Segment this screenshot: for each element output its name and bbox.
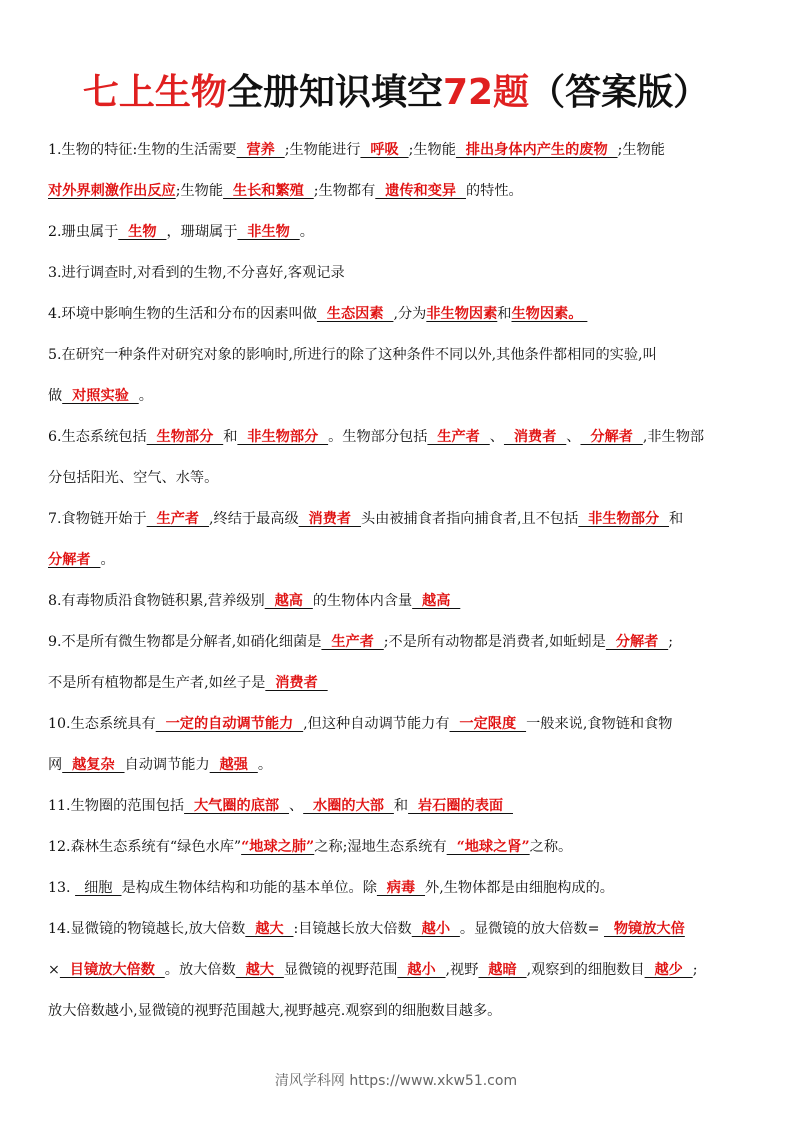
question-text: 1.生物的特征:生物的生活需要 <box>48 142 237 158</box>
worksheet-line <box>48 423 748 464</box>
answer-blank: 对照实验 <box>62 388 139 404</box>
question-text: 自动调节能力 <box>124 757 210 773</box>
answer-blank: 越大 <box>235 962 284 978</box>
worksheet-line <box>48 259 748 300</box>
answer-blank: 遗传和变异 <box>375 183 466 199</box>
worksheet-line <box>48 300 748 341</box>
question-text: 和 <box>497 306 512 322</box>
title-part-4: （答案版） <box>529 72 710 113</box>
answer-blank: 生产者 <box>146 511 209 527</box>
worksheet-line <box>48 628 748 669</box>
question-text: 9.不是所有微生物都是分解者,如硝化细菌是 <box>48 634 322 650</box>
question-text: 头由被捕食者指向捕食者,且不包括 <box>360 511 579 527</box>
question-text: ; <box>692 962 698 978</box>
title-part-3: 72题 <box>442 72 530 113</box>
question-text: 。 <box>299 224 314 240</box>
answer-blank: 生产者 <box>321 634 384 650</box>
answer-blank: 越复杂 <box>62 757 125 773</box>
answer-blank: 水圈的大部 <box>303 798 394 814</box>
question-text: 6.生态系统包括 <box>48 429 147 445</box>
question-text: 2.珊虫属于 <box>48 224 119 240</box>
answer-blank: 对外界刺激作出反应 <box>48 183 176 199</box>
answer-blank: 营养 <box>236 142 285 158</box>
question-text: ;生物能 <box>617 142 665 158</box>
worksheet-line <box>48 792 748 833</box>
underlined-term: 细胞 <box>75 880 122 896</box>
question-text: ;不是所有动物都是消费者,如蚯蚓是 <box>383 634 606 650</box>
answer-blank: 越暗 <box>478 962 527 978</box>
question-text: ,观察到的细胞数目 <box>526 962 645 978</box>
question-text: 。 <box>100 552 115 568</box>
answer-blank: 排出身体内产生的废物 <box>455 142 618 158</box>
answer-blank: 非生物部分 <box>578 511 669 527</box>
answer-blank: 越高 <box>264 593 313 609</box>
worksheet-line <box>48 505 748 546</box>
question-text: 不是所有植物都是生产者,如丝子是 <box>48 675 266 691</box>
question-text: ,但这种自动调节能力有 <box>303 716 450 732</box>
answer-blank: 越高 <box>412 593 461 609</box>
worksheet-line <box>48 218 748 259</box>
question-text: 、 <box>489 429 504 445</box>
answer-blank: 生物部分 <box>146 429 224 445</box>
answer-blank: 越小 <box>397 962 446 978</box>
question-text: 分包括阳光、空气、水等。 <box>48 470 219 486</box>
question-text: ;生物能进行 <box>284 142 361 158</box>
question-text: 网 <box>48 757 63 773</box>
question-text: 。放大倍数 <box>164 962 236 978</box>
question-text: 做 <box>48 388 63 404</box>
question-text: 放大倍数越小,显微镜的视野范围越大,视野越亮.观察到的细胞数目越多。 <box>48 1003 502 1019</box>
answer-blank: 物镜放大倍 <box>603 921 685 937</box>
question-text: 和 <box>393 798 409 814</box>
question-text: × <box>48 962 60 978</box>
answer-blank: 岩石圈的表面 <box>408 798 513 814</box>
title-part-1: 七上生物 <box>82 72 227 113</box>
worksheet-line <box>48 997 748 1038</box>
answer-blank: 越小 <box>411 921 460 937</box>
answer-blank: 生态因素 <box>316 306 394 322</box>
answer-blank: “地球之肾” <box>446 839 530 855</box>
question-text: 之称。 <box>529 839 573 855</box>
answer-blank: 非生物 <box>237 224 300 240</box>
worksheet-line <box>48 874 748 915</box>
question-text: :目镜越长放大倍数 <box>293 921 412 937</box>
worksheet-line <box>48 177 748 218</box>
title-part-2: 全册知识填空 <box>226 72 443 113</box>
question-text: ;生物都有 <box>313 183 376 199</box>
worksheet-line <box>48 546 748 587</box>
worksheet-line <box>48 956 748 997</box>
question-text: 、 <box>566 429 581 445</box>
question-text: 5.在研究一种条件对研究对象的影响时,所进行的除了这种条件不同以外,其他条件都相同的实验,叫 <box>48 347 657 363</box>
question-text: 8.有毒物质沿食物链积累,营养级别 <box>48 593 265 609</box>
answer-blank: 生产者 <box>427 429 490 445</box>
page-title <box>0 64 792 115</box>
worksheet-line <box>48 669 748 710</box>
worksheet-line <box>48 464 748 505</box>
worksheet-line <box>48 751 748 792</box>
question-text: 13. <box>48 880 76 896</box>
question-text: 之称;湿地生态系统有 <box>314 839 447 855</box>
answer-blank: “地球之肺” <box>241 839 315 855</box>
question-text: 和 <box>223 429 238 445</box>
answer-blank: 病毒 <box>376 880 426 896</box>
question-text: 。显微镜的放大倍数= <box>459 921 604 937</box>
question-text: 显微镜的视野范围 <box>283 962 398 978</box>
answer-blank: 越少 <box>644 962 693 978</box>
question-text: ,分为 <box>393 306 427 322</box>
question-text: 外,生物体都是由细胞构成的。 <box>425 880 614 896</box>
answer-blank: 分解者 <box>48 552 101 568</box>
question-text: 是构成生物体结构和功能的基本单位。除 <box>121 880 377 896</box>
question-text: 、 <box>288 798 304 814</box>
question-text: ,视野 <box>445 962 479 978</box>
answer-blank: 生长和繁殖 <box>223 183 314 199</box>
question-text: 。 <box>138 388 153 404</box>
worksheet-line <box>48 915 748 956</box>
question-text: 和 <box>669 511 684 527</box>
worksheet-body <box>48 136 748 1038</box>
question-text: 一般来说,食物链和食物 <box>526 716 673 732</box>
answer-blank: 消费者 <box>298 511 361 527</box>
answer-blank: 目镜放大倍数 <box>59 962 165 978</box>
answer-blank: 呼吸 <box>360 142 409 158</box>
question-text: 的生物体内含量 <box>312 593 413 609</box>
answer-blank: 生物 <box>118 224 167 240</box>
answer-blank: 消费者 <box>503 429 567 445</box>
answer-blank: 分解者 <box>580 429 643 445</box>
worksheet-line <box>48 136 748 177</box>
worksheet-line <box>48 341 748 382</box>
answer-blank: 大气圈的底部 <box>184 798 289 814</box>
answer-blank: 越强 <box>209 757 258 773</box>
question-text: ,终结于最高级 <box>209 511 299 527</box>
answer-blank: 越大 <box>245 921 294 937</box>
question-text: ; <box>668 634 673 650</box>
worksheet-line <box>48 710 748 751</box>
answer-blank: 一定限度 <box>449 716 527 732</box>
question-text: 12.森林生态系统有“绿色水库” <box>48 839 242 855</box>
question-text: ;生物能 <box>175 183 224 199</box>
question-text: 7.食物链开始于 <box>48 511 147 527</box>
question-text: 。生物部分包括 <box>328 429 428 445</box>
footer-watermark: 清风学科网 https://www.xkw51.com <box>274 1073 518 1089</box>
worksheet-line <box>48 587 748 628</box>
answer-blank: 生物因素。 <box>511 306 588 322</box>
answer-blank: 一定的自动调节能力 <box>155 716 304 732</box>
question-text: 14.显微镜的物镜越长,放大倍数 <box>48 921 246 937</box>
question-text: 4.环境中影响生物的生活和分布的因素叫做 <box>48 306 317 322</box>
worksheet-line <box>48 833 748 874</box>
question-text: 的特性。 <box>465 183 523 199</box>
answer-blank: 非生物部分 <box>237 429 329 445</box>
question-text: 11.生物圈的范围包括 <box>48 798 185 814</box>
answer-blank: 非生物因素 <box>426 306 498 322</box>
question-text: 10.生态系统具有 <box>48 716 156 732</box>
question-text: ;生物能 <box>408 142 456 158</box>
question-text: ，珊瑚属于 <box>166 224 238 240</box>
question-text: 3.进行调查时,对看到的生物,不分喜好,客观记录 <box>48 265 345 281</box>
question-text: 。 <box>257 757 273 773</box>
question-text: ,非生物部 <box>642 429 705 445</box>
answer-blank: 分解者 <box>605 634 669 650</box>
worksheet-line <box>48 382 748 423</box>
answer-blank: 消费者 <box>265 675 328 691</box>
